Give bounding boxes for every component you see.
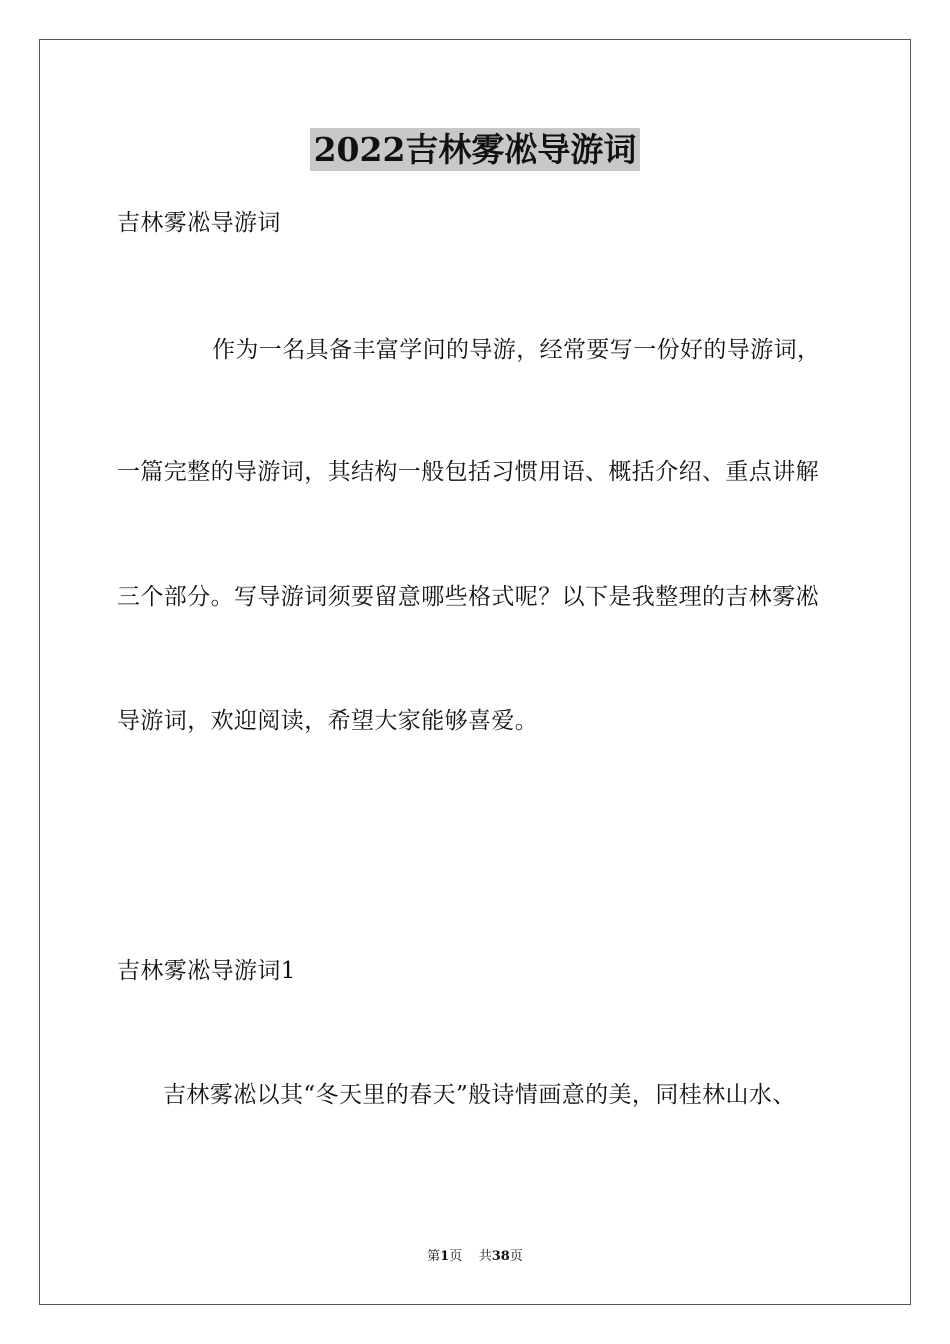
paragraph-line: 作为一名具备丰富学问的导游，经常要写一份好的导游词， — [212, 337, 821, 363]
document-title-text: 2022吉林雾凇导游词 — [310, 128, 641, 171]
section-heading: 吉林雾凇导游词1 — [117, 958, 296, 984]
paragraph-line: 一篇完整的导游词，其结构一般包括习惯用语、概括介绍、重点讲解 — [117, 459, 819, 485]
paragraph-line: 吉林雾凇以其“冬天里的春天”般诗情画意的美，同桂林山水、 — [163, 1082, 796, 1108]
footer-page-suffix: 页 — [449, 1249, 463, 1264]
footer-page-prefix: 第 — [427, 1249, 441, 1264]
page-footer — [0, 1248, 950, 1266]
paragraph-line: 导游词，欢迎阅读，希望大家能够喜爱。 — [117, 708, 539, 734]
footer-total-prefix: 共 — [478, 1249, 492, 1264]
document-title — [0, 128, 950, 172]
footer-total-pages: 38 — [491, 1249, 510, 1264]
footer-total-suffix: 页 — [509, 1249, 523, 1264]
paragraph-line: 三个部分。写导游词须要留意哪些格式呢？以下是我整理的吉林雾凇 — [117, 584, 819, 610]
document-subtitle: 吉林雾凇导游词 — [117, 210, 281, 236]
footer-page-number: 1 — [440, 1249, 450, 1264]
